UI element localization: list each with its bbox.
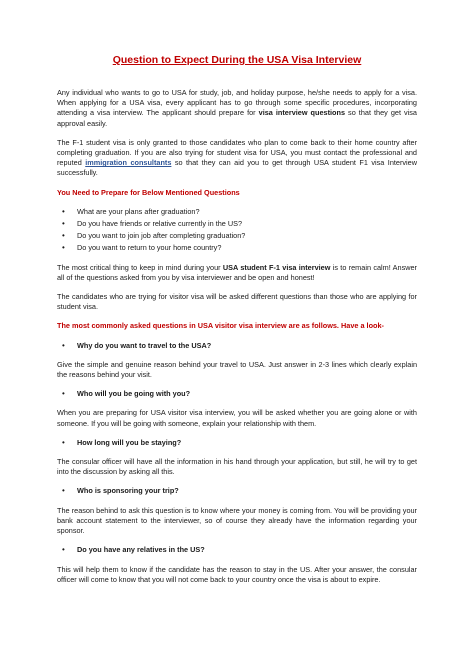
list-item: • Do you have friends or relative currently in the US?	[57, 219, 417, 229]
immigration-consultants-link[interactable]: immigration consultants	[85, 158, 172, 168]
visitor-answer: Give the simple and genuine reason behind your travel to USA. Just answer in 2-3 lines which clearly explain the reasons behind your visit.	[57, 359, 417, 380]
page-title: Question to Expect During the USA Visa Interview	[112, 54, 362, 66]
visitor-answer: The reason behind to ask this question is to know where your money is coming from. You will be providing your bank account statement to the interviewer, so of course they already have the information regarding your sponsor.	[57, 505, 417, 536]
student-questions-heading: You Need to Prepare for Below Mentioned Questions	[57, 187, 240, 197]
f1-text-1: The F-1 student visa is only granted to those candidates who plan to come back to their home country after completing graduation. If you are also trying for student visa for USA, you must contact the professional and reputed	[57, 137, 417, 168]
visitor-question: • Who is sponsoring your trip?	[57, 486, 417, 496]
visitor-question: • Who will you be going with you?	[57, 389, 417, 399]
critical-text-1: The most critical thing to keep in mind during your	[57, 262, 223, 272]
critical-text-2: is to remain calm! Answer all of the questions asked from you by visa interviewer and be open and honest!	[57, 262, 417, 282]
visitor-question: • Why do you want to travel to the USA?	[57, 341, 417, 351]
visitor-question: • Do you have any relatives in the US?	[57, 545, 417, 555]
document-body	[57, 88, 417, 594]
list-item: • Do you want to return to your home country?	[57, 243, 417, 253]
list-item: • Do you want to join job after completing graduation?	[57, 231, 417, 241]
list-item: • What are your plans after graduation?	[57, 207, 417, 217]
visitor-answer: This will help them to know if the candidate has the reason to stay in the US. After your answer, the consular officer will come to know that you will not come back to your country once the visa is about to expire.	[57, 564, 417, 584]
intro-text-1: Any individual who wants to go to USA for study, job, and holiday purpose, he/she needs to apply for a visa. When applying for a USA visa, every applicant has to go through some specific procedures, incorporating attending a visa interview. The applicant should prepare for	[57, 88, 417, 118]
critical-bold: USA student F-1 visa interview	[222, 262, 331, 272]
intro-paragraph	[57, 88, 417, 129]
f1-paragraph	[57, 138, 417, 179]
f1-text-2: so that they can aid you to get through USA student F1 visa Interview successfully.	[57, 158, 417, 178]
visitor-question: • How long will you be staying?	[57, 438, 417, 448]
intro-bold: visa interview questions	[258, 108, 346, 118]
intro-text-2: so that they get visa approval easily.	[57, 108, 417, 128]
visitor-questions-heading: The most commonly asked questions in USA visitor visa interview are as follows. Have a look-	[57, 321, 384, 331]
student-questions-list	[57, 207, 417, 254]
visitor-answer: When you are preparing for USA visitor visa interview, you will be asked whether you are going alone or with someone. If you will be going with someone, explain your relationship with them.	[57, 408, 417, 428]
visitor-intro-paragraph: The candidates who are trying for visitor visa will be asked different questions than those who are applying for student visa.	[57, 292, 417, 312]
critical-paragraph	[57, 263, 417, 283]
visitor-answer: The consular officer will have all the information in his hand through your application, but still, he will try to get into the discussion by asking all this.	[57, 457, 417, 477]
